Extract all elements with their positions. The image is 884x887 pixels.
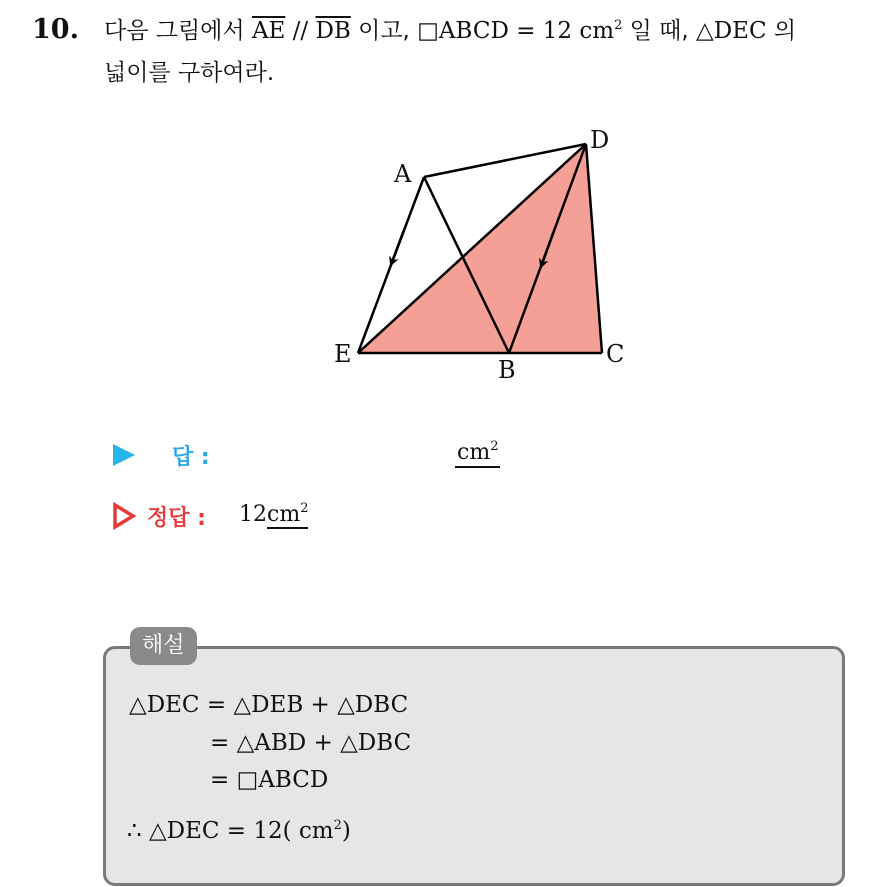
question-line-2: 넓이를 구하여라. [104, 60, 275, 86]
answer-label: 답 : [172, 445, 210, 470]
point-label-c: C [606, 340, 625, 368]
answer-unit: cm [457, 440, 491, 465]
segment-ae: $\overline{AE}$ [251, 18, 286, 44]
point-label-d: D [590, 126, 610, 154]
solution-line-2: = △ABD + △DBC [210, 730, 412, 756]
solution-box [103, 646, 845, 886]
answer-unit-field[interactable] [455, 440, 500, 468]
solution-tab: 해설 [130, 627, 197, 665]
parallel-symbol: // [285, 18, 316, 44]
superscript: 2 [614, 18, 623, 33]
superscript: 2 [490, 439, 499, 454]
question-line-1 [104, 16, 796, 46]
question-text: 의 [766, 18, 797, 44]
superscript: 2 [300, 501, 309, 516]
point-label-b: B [498, 356, 516, 384]
correct-unit: cm [267, 502, 301, 527]
correct-number: 12 [239, 502, 267, 527]
question-number: 10. [32, 14, 79, 45]
superscript: 2 [333, 818, 342, 833]
triangle-dec: △DEC [696, 18, 767, 44]
solution-line-3: = □ABCD [210, 767, 329, 793]
correct-answer-value [239, 502, 308, 527]
point-label-e: E [334, 340, 352, 368]
play-triangle-icon [113, 444, 135, 466]
geometry-figure [330, 120, 640, 385]
correct-answer-label: 정답 : [147, 506, 206, 531]
arrow-ae [392, 230, 404, 262]
question-text: 다음 그림에서 [104, 18, 252, 44]
conclusion-text: ∴ △DEC = 12( cm [127, 818, 334, 844]
outline-triangle-icon [112, 502, 136, 530]
figure-svg [330, 120, 640, 385]
conclusion-close: ) [341, 818, 351, 844]
question-text: 이고, [350, 18, 418, 44]
solution-line-1: △DEC = △DEB + △DBC [129, 692, 409, 718]
point-label-a: A [394, 160, 412, 188]
segment-db: $\overline{DB}$ [315, 18, 351, 44]
solution-conclusion [127, 818, 351, 844]
area-condition: □ABCD = 12 cm [417, 18, 615, 44]
question-text: 일 때, [622, 18, 697, 44]
